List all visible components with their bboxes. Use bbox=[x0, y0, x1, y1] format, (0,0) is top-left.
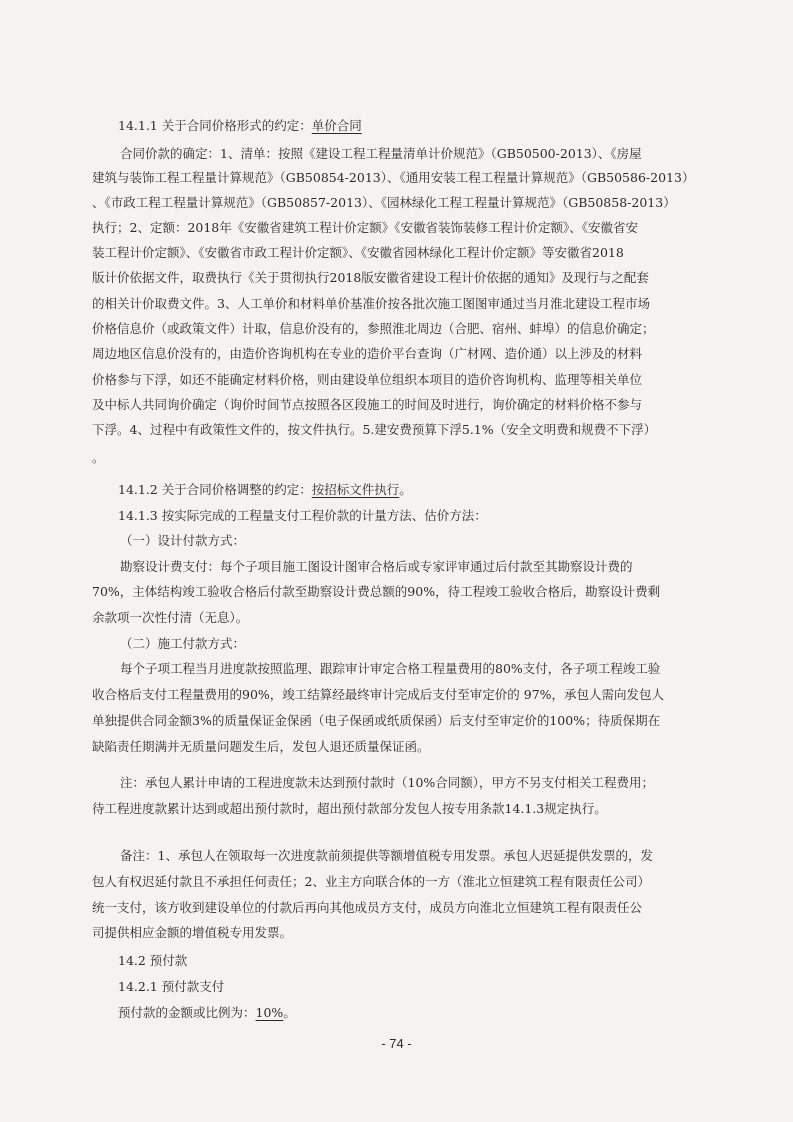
heading-label: 14.1.1 关于合同价格形式的约定： bbox=[118, 118, 312, 133]
construction-payment-title: （二）施工付款方式： bbox=[120, 636, 246, 651]
amount-suffix: 。 bbox=[283, 1005, 296, 1020]
amount-value: 10% bbox=[255, 1005, 284, 1020]
contract-price-line: 下浮。4、过程中有政策性文件的，按文件执行。5.建安费预算下浮5.1%（安全文明费和规费不下浮） bbox=[92, 422, 657, 437]
amount-label: 预付款的金额或比例为： bbox=[118, 1005, 256, 1020]
contract-price-line: 价格信息价（或政策文件）计取，信息价没有的，参照淮北周边（合肥、宿州、蚌埠）的信息价确定； bbox=[92, 321, 655, 336]
construction-payment-line: 收合格后支付工程量费用的90%，竣工结算经最终审计完成后支付至审定价的 97%，承包人需向发包人 bbox=[92, 687, 665, 702]
contract-price-line: 建筑与装饰工程工程量计算规范》（GB50854-2013）、《通用安装工程工程量计算规范》（GB50586-2013） bbox=[92, 170, 695, 185]
remark-line: 司提供相应金额的增值税专用发票。 bbox=[92, 925, 293, 940]
note-line: 待工程进度款累计达到或超出预付款时，超出预付款部分发包人按专用条款14.1.3规定执行。 bbox=[92, 801, 607, 816]
clause-14-2-1-heading: 14.2.1 预付款支付 bbox=[118, 979, 225, 994]
contract-price-line: 、《市政工程工程量计算规范》（GB50857-2013）、《园林绿化工程工程量计算规范》（GB50858-2013） bbox=[92, 195, 676, 210]
contract-price-line: 装工程计价定额》、《安徽省市政工程计价定额》、《安徽省园林绿化工程计价定额》等安徽省2018 bbox=[92, 245, 624, 260]
clause-14-1-2 bbox=[118, 482, 412, 498]
adjust-label: 14.1.2 关于合同价格调整的约定： bbox=[118, 482, 312, 497]
clause-14-1-3-heading: 14.1.3 按实际完成的工程量支付工程价款的计量方法、估价方法： bbox=[118, 508, 487, 523]
page-number: - 74 - bbox=[381, 1036, 412, 1051]
clause-14-1-1-heading bbox=[118, 118, 362, 134]
design-payment-line: 余款项一次性付清（无息）。 bbox=[92, 610, 249, 625]
contract-price-line: 版计价依据文件，取费执行《关于贯彻执行2018版安徽省建设工程计价依据的通知》及现行与之配套 bbox=[92, 270, 649, 285]
contract-price-line: 的相关计价取费文件。3、人工单价和材料单价基准价按各批次施工图图审通过当月淮北建设工程市场 bbox=[92, 296, 650, 311]
construction-payment-line: 单独提供合同金额3%的质量保证金保函（电子保函或纸质保函）后支付至审定价的100%；待质保期在 bbox=[92, 713, 661, 728]
design-payment-line: 勘察设计费支付：每个子项目施工图设计图审合格后或专家评审通过后付款至其勘察设计费的 bbox=[120, 559, 633, 574]
construction-payment-line: 缺陷责任期满并无质量问题发生后，发包人退还质量保证函。 bbox=[92, 739, 430, 754]
contract-price-line: 执行；2、定额：2018年《安徽省建筑工程计价定额》《安徽省装饰装修工程计价定额》、《安徽省安 bbox=[92, 220, 639, 235]
contract-price-line: 周边地区信息价没有的，由造价咨询机构在专业的造价平台查询（广材网、造价通）以上涉及的材料 bbox=[92, 346, 643, 361]
construction-payment-line: 每个子项工程当月进度款按照监理、跟踪审计审定合格工程量费用的80%支付，各子项工程竣工验 bbox=[120, 661, 661, 676]
remark-line: 备注：1、承包人在领取每一次进度款前须提供等额增值税专用发票。承包人迟延提供发票的，发 bbox=[120, 848, 653, 863]
remark-line: 统一支付，该方收到建设单位的付款后再向其他成员方支付，成员方向淮北立恒建筑工程有限责任公 bbox=[92, 900, 643, 915]
advance-payment-amount bbox=[118, 1005, 296, 1021]
contract-price-line: 。 bbox=[92, 450, 105, 465]
remark-line: 包人有权迟延付款且不承担任何责任；2、业主方向联合体的一方（淮北立恒建筑工程有限责任公司） bbox=[92, 874, 650, 889]
contract-price-line: 及中标人共同询价确定（询价时间节点按照各区段施工的时间及时进行，询价确定的材料价格不参与 bbox=[92, 397, 643, 412]
adjust-value: 按招标文件执行 bbox=[311, 482, 400, 497]
design-payment-title: （一）设计付款方式： bbox=[120, 533, 246, 548]
design-payment-line: 70%，主体结构竣工验收合格后付款至勘察设计费总额的90%，待工程竣工验收合格后，勘察设计费剩 bbox=[92, 584, 661, 599]
price-form-value: 单价合同 bbox=[311, 118, 362, 133]
clause-14-2-heading: 14.2 预付款 bbox=[118, 953, 188, 968]
contract-price-line: 合同价款的确定：1、清单：按照《建设工程工程量清单计价规范》（GB50500-2013）、《房屋 bbox=[120, 146, 642, 161]
contract-price-line: 价格参与下浮，如还不能确定材料价格，则由建设单位组织本项目的造价咨询机构、监理等相关单位 bbox=[92, 372, 643, 387]
adjust-suffix: 。 bbox=[399, 482, 412, 497]
note-line: 注：承包人累计申请的工程进度款未达到预付款时（10%合同额），甲方不另支付相关工程费用； bbox=[120, 775, 655, 790]
